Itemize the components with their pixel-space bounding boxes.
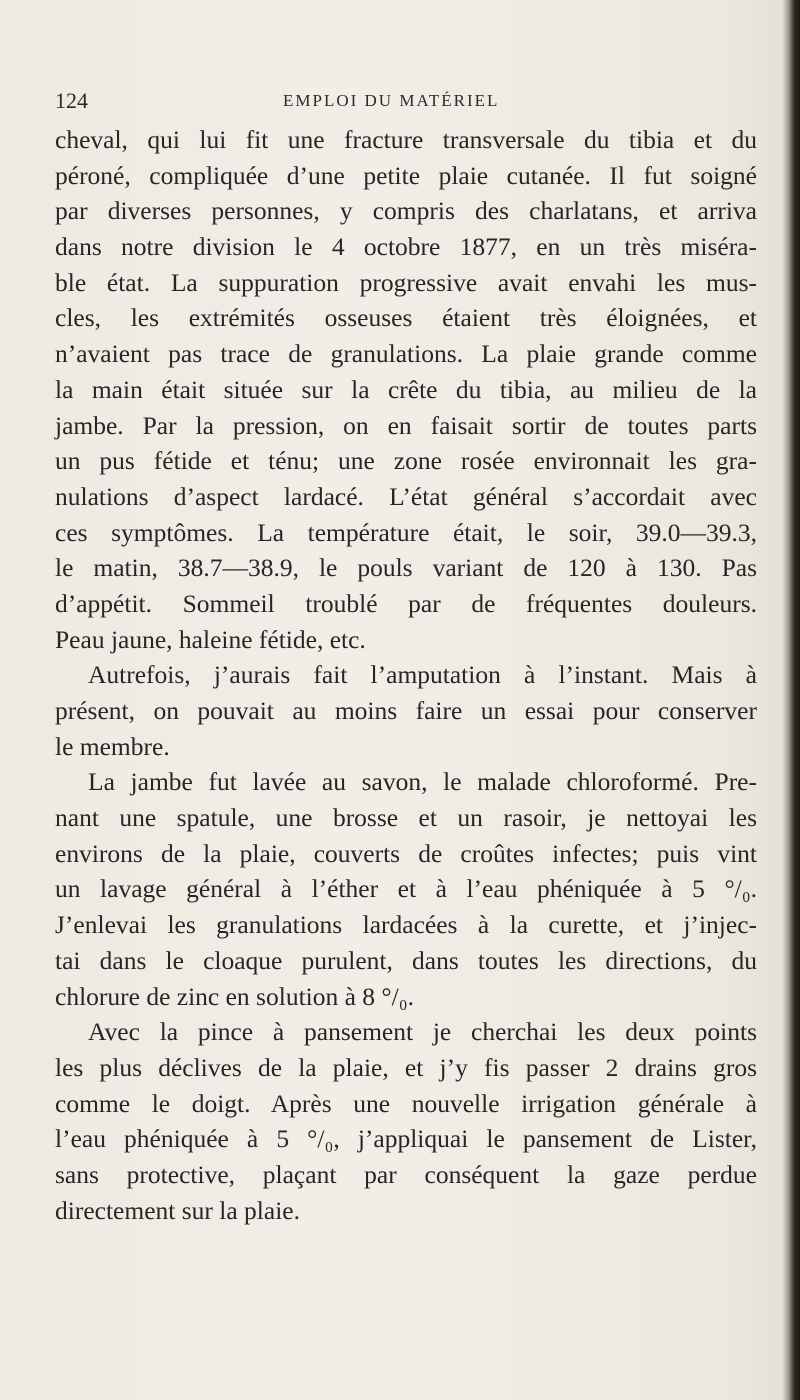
text-line: les plus déclives de la plaie, et j’y fis passer 2 drains gros [55, 1052, 757, 1082]
text-line: Autrefois, j’aurais fait l’amputation à l’instant. Mais à [88, 660, 757, 690]
text-line: ces symptômes. La température était, le soir, 39.0—39.3, [55, 517, 757, 547]
text-line: Avec la pince à pansement je cherchai les deux points [88, 1017, 757, 1047]
text-line: l’eau phéniquée à 5 °/₀, j’appliquai le pansement de Lister, [55, 1124, 757, 1154]
text-line: directement sur la plaie. [55, 1195, 300, 1225]
text-line: J’enlevai les granulations lardacées à la curette, et j’injec- [55, 910, 757, 940]
text-line: présent, on pouvait au moins faire un essai pour conserver [55, 696, 757, 725]
text-line: d’appétit. Sommeil troublé par de fréquentes douleurs. [55, 588, 757, 618]
text-line: chlorure de zinc en solution à 8 °/₀. [55, 981, 414, 1011]
text-line: La jambe fut lavée au savon, le malade chloroformé. Pre- [88, 767, 757, 797]
body-text [55, 122, 757, 1228]
text-line: cles, les extrémités osseuses étaient très éloignées, et [55, 303, 757, 333]
text-line: cheval, qui lui fit une fracture transversale du tibia et du [55, 125, 757, 154]
text-line: sans protective, plaçant par conséquent la gaze perdue [55, 1159, 757, 1189]
book-binding-edge [782, 0, 800, 1400]
text-line: jambe. Par la pression, on en faisait sortir de toutes parts [55, 410, 757, 440]
text-line: un pus fétide et ténu; une zone rosée environnait les gra- [55, 446, 757, 476]
text-line: nulations d’aspect lardacé. L’état général s’accordait avec [55, 481, 757, 511]
page-number: 124 [55, 88, 88, 113]
text-line: ble état. La suppuration progressive avait envahi les mus- [55, 267, 757, 297]
text-line: le membre. [55, 731, 170, 761]
text-line: n’avaient pas trace de granulations. La plaie grande comme [55, 339, 757, 369]
text-line: par diverses personnes, y compris des charlatans, et arriva [55, 196, 757, 226]
text-line: tai dans le cloaque purulent, dans toutes les directions, du [55, 945, 757, 975]
text-line: Peau jaune, haleine fétide, etc. [55, 624, 366, 654]
text-line: le matin, 38.7—38.9, le pouls variant de 120 à 130. Pas [55, 553, 757, 583]
text-line: environs de la plaie, couverts de croûtes infectes; puis vint [55, 838, 757, 868]
text-line: un lavage général à l’éther et à l’eau phéniquée à 5 °/₀. [55, 874, 757, 904]
text-line: dans notre division le 4 octobre 1877, en un très miséra- [55, 232, 757, 262]
text-line: péroné, compliquée d’une petite plaie cutanée. Il fut soigné [55, 160, 757, 190]
text-line: comme le doigt. Après une nouvelle irrigation générale à [55, 1088, 757, 1118]
running-head: EMPLOI DU MATÉRIEL [283, 91, 500, 110]
page-header [55, 88, 755, 118]
text-line: la main était située sur la crête du tibia, au milieu de la [55, 374, 757, 404]
text-line: nant une spatule, une brosse et un rasoir, je nettoyai les [55, 803, 757, 833]
